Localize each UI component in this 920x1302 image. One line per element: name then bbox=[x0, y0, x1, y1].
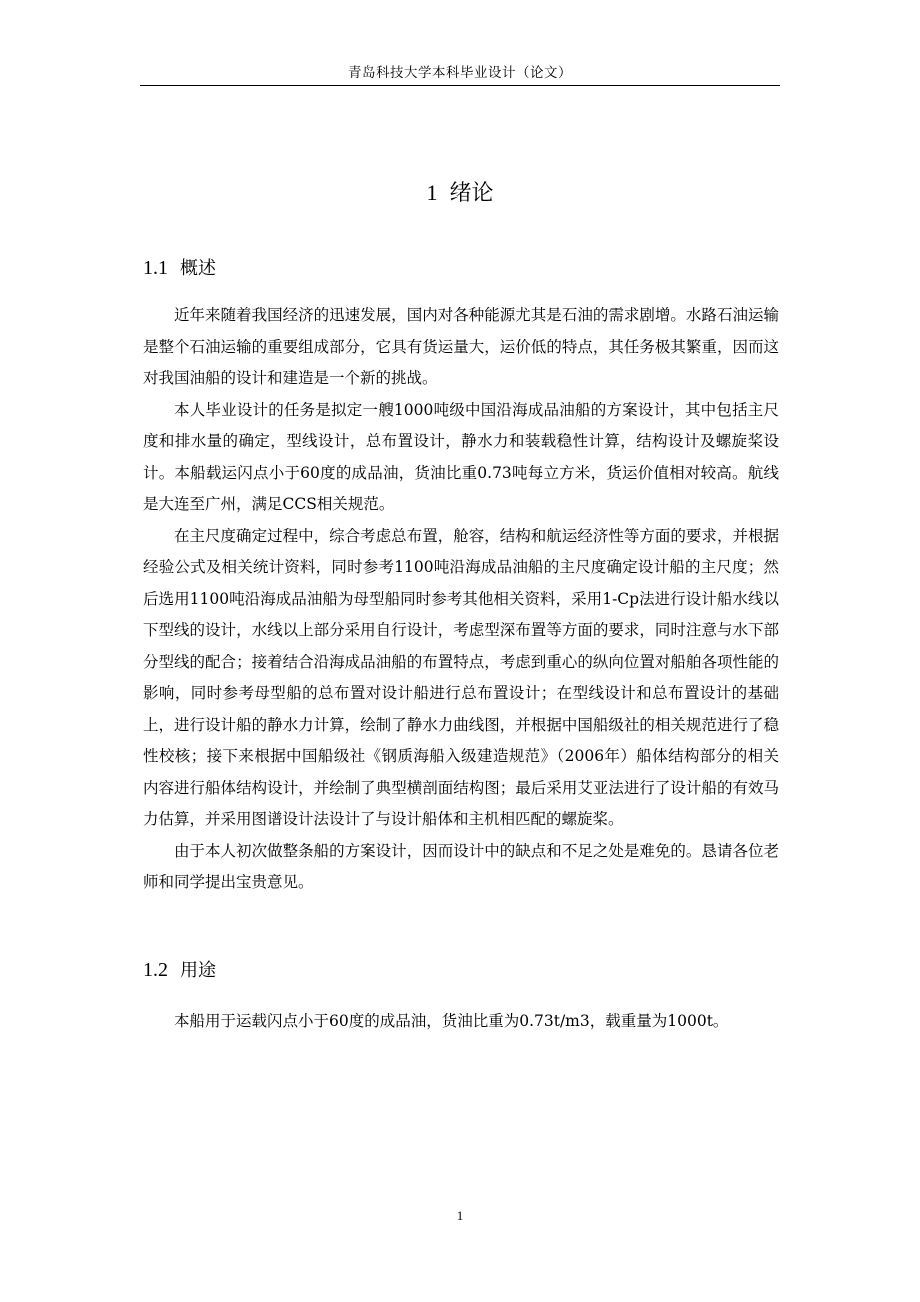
header-divider bbox=[140, 85, 780, 86]
section-title-text: 用途 bbox=[180, 960, 216, 981]
paragraph: 本人毕业设计的任务是拟定一艘1000吨级中国沿海成品油船的方案设计，其中包括主尺度和排水量的确定，型线设计，总布置设计，静水力和装载稳性计算，结构设计及螺旋桨设计。本船载运闪点小于60度的成品油，货油比重0.73吨每立方米，货运价值相对较高。航线是大连至广州，满足CCS相关规范。 bbox=[143, 400, 779, 513]
paragraph: 由于本人初次做整条船的方案设计，因而设计中的缺点和不足之处是难免的。恳请各位老师和同学提出宝贵意见。 bbox=[143, 841, 779, 891]
section-body-purpose bbox=[143, 1006, 779, 1038]
running-header: 青岛科技大学本科毕业设计（论文） bbox=[348, 65, 572, 81]
section-number: 1.2 bbox=[143, 959, 168, 981]
chapter-title bbox=[140, 176, 780, 211]
section-number: 1.1 bbox=[143, 257, 168, 279]
page-number: 1 bbox=[456, 1208, 464, 1223]
paragraph: 近年来随着我国经济的迅速发展，国内对各种能源尤其是石油的需求剧增。水路石油运输是整个石油运输的重要组成部分，它具有货运量大，运价低的特点，其任务极其繁重，因而这对我国油船的设计和建造是一个新的挑战。 bbox=[143, 306, 779, 387]
chapter-number: 1 bbox=[426, 180, 438, 205]
section-title-text: 概述 bbox=[180, 258, 216, 279]
section-heading-overview bbox=[143, 252, 216, 284]
section-body-overview bbox=[143, 300, 779, 899]
section-heading-purpose bbox=[143, 954, 216, 986]
chapter-title-text: 绪论 bbox=[449, 181, 494, 206]
paragraph: 本船用于运载闪点小于60度的成品油，货油比重为0.73t/m3，载重量为1000t。 bbox=[174, 1012, 729, 1030]
paragraph: 在主尺度确定过程中，综合考虑总布置，舱容，结构和航运经济性等方面的要求，并根据经验公式及相关统计资料，同时参考1100吨沿海成品油船的主尺度确定设计船的主尺度；然后选用1100吨沿海成品油船为母型船同时参考其他相关资料，采用1-Cp法进行设计船水线以下型线的设计，水线以上部分采用自行设计，考虑型深布置等方面的要求，同时注意与水下部分型线的配合；接着结合沿海成品油船的布置特点，考虑到重心的纵向位置对船舶各项性能的影响，同时参考母型船的总布置对设计船进行总布置设计；在型线设计和总布置设计的基础上，进行设计船的静水力计算，绘制了静水力曲线图，并根据中国船级社的相关规范进行了稳性校核；接下来根据中国船级社《钢质海船入级建造规范》（2006年）船体结构部分的相关内容进行船体结构设计，并绘制了典型横剖面结构图；最后采用艾亚法进行了设计船的有效马力估算，并采用图谱设计法设计了与设计船体和主机相匹配的螺旋桨。 bbox=[143, 526, 779, 828]
